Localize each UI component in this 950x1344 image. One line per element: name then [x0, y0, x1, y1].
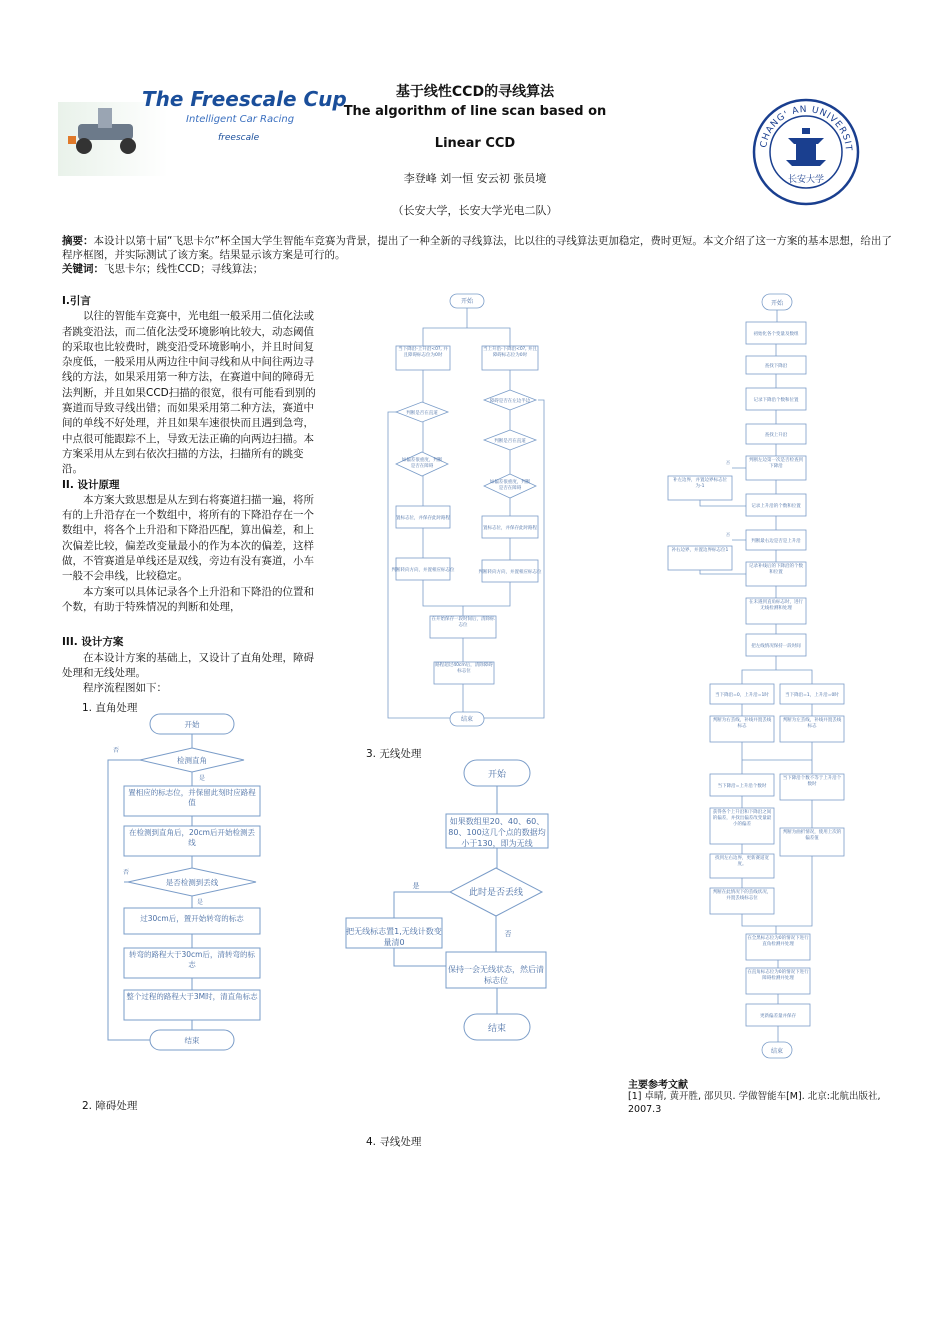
fc3-end: 结束: [487, 1024, 507, 1034]
svg-text:查找下降沿: 查找下降沿: [764, 364, 788, 369]
svg-text:置标志位，并保存此时路程: 置标志位，并保存此时路程: [483, 526, 537, 531]
svg-text:初始化各个变量及数组: 初始化各个变量及数组: [753, 332, 799, 337]
svg-text:判断转向方向，并置相应标志位: 判断转向方向，并置相应标志位: [391, 568, 455, 573]
svg-text:更新偏差量并保存: 更新偏差量并保存: [760, 1014, 796, 1019]
section-design-text-1: 在本设计方案的基础上，又设计了直角处理，障碍处理和无线处理。: [62, 651, 314, 679]
svg-text:是: 是: [412, 882, 420, 890]
abstract: 摘要：本设计以第十届“飞思卡尔”杯全国大学生智能车竞赛为背景，提出了一种全新的寻线算法，比以往的寻线算法更加稳定，费时更短。本文介绍了这一方案的基本思想，给出了程序框图，并实际测试了该方案。结果显示该方案是可行的。 关键词：飞思卡尔；线性CCD；寻线算法；: [62, 235, 892, 275]
fc1-step5: 整个过程的路程大于3M时，清直角标志: [126, 992, 258, 1001]
affiliation: （长安大学，长安大学光电二队）: [392, 204, 558, 217]
section-intro-text: 以往的智能车竞赛中，光电组一般采用二值化法或者跳变沿法，而二值化法受环境影响比较大，动态阈值的采取也比较费时，跳变沿受环境影响小，并且时间复杂度低，一般采用从两边往中间寻线和从中间往两边寻线的方法，如果采用第一种方法，在赛道中间的障碍无法判断，并且如果CCD扫描的很宽，很有可能看到别的赛道而导致寻线出错；而如果采用第二种方法，赛道中间的单线不好处理，并且如果车速很快而且遇到急弯，中点很可能跟踪不上，导致无法正确的向两边扫描。本方案采用从左到右依次扫描的方法，扫描所有的跳变沿。: [62, 310, 316, 476]
body-column: [62, 294, 324, 696]
freescale-cup-logo: [58, 84, 347, 178]
svg-text:否: 否: [112, 747, 120, 754]
svg-text:障碍是否在左边半边: 障碍是否在左边半边: [489, 399, 531, 404]
svg-text:置标志位，并保存此时路程: 置标志位，并保存此时路程: [396, 516, 450, 521]
svg-text:否: 否: [122, 869, 130, 876]
svg-text:开始: 开始: [770, 300, 784, 307]
section-principle-title: II. 设计原理: [62, 478, 120, 491]
fc1-step1: 置相应的标志位，并保留此刻时应路程值: [128, 788, 256, 807]
reference-1: [1] 卓晴, 黄开胜, 邵贝贝. 学做智能车[M]. 北京:北航出版社, 2007.3: [628, 1091, 881, 1115]
fc1-end: 结束: [184, 1036, 200, 1045]
authors: 李登峰 刘一恒 安云初 张员境: [403, 172, 547, 185]
fc3-decision: 此时是否丢线: [468, 888, 524, 898]
svg-text:记录上升沿的个数和位置: 记录上升沿的个数和位置: [751, 504, 801, 509]
svg-text:是: 是: [196, 899, 204, 906]
section-design-title: III. 设计方案: [62, 636, 124, 649]
references-title: 主要参考文献: [628, 1080, 688, 1091]
fc3-left: 把无线标志置1,无线计数变量清0: [346, 927, 442, 947]
svg-text:判断是否在直道: 判断是否在直道: [494, 439, 526, 444]
svg-text:当下降沿=0，上升沿=1时: 当下降沿=0，上升沿=1时: [715, 693, 769, 698]
pagoda-icon: [786, 128, 826, 166]
svg-text:结束: 结束: [460, 716, 474, 723]
section-intro-title: I.引言: [62, 295, 91, 307]
svg-text:判断是否在直道: 判断是否在直道: [406, 411, 438, 416]
flow-label-no-line: 3. 无线处理: [366, 748, 422, 760]
flowchart-obstacle: 开始 当下降沿-上升沿<0?, 并且障碍标志位为0时 当上升沿-下降沿<0?, 并且障碍标志位为0时 障碍是否在左边半边 判断是否在直道 判断是否在直道 如偏差很重度，判断是否在障碍 如偏差很重度，判断是否在障碍 置标志位，并保存此时路程 置标志位，并保存此时路程 判断转向方向，并置相应标志位 判断转向方向，并置相应标志位 在开始保存一段时间后，清除标志位 路程超过40cm后，清除障碍标志位 结束: [386, 288, 548, 734]
fc1-step3: 过30cm后，置开始转弯的标志: [140, 914, 244, 923]
svg-text:当下降沿=1，上升沿=0时: 当下降沿=1，上升沿=0时: [785, 693, 839, 698]
flowchart-right-angle: [104, 710, 274, 1056]
paper-title: 基于线性CCD的寻线算法 The algorithm of line scan based on Linear CCD: [343, 84, 607, 151]
svg-text:查找上升沿: 查找上升沿: [764, 433, 788, 438]
fc1-step4: 转弯的路程大于30cm后，清转弯的标志: [129, 950, 255, 969]
fc3-start: 开始: [487, 770, 507, 780]
svg-text:否: 否: [726, 460, 730, 465]
svg-text:否: 否: [726, 532, 730, 537]
flowchart-no-line: [342, 756, 552, 1048]
svg-text:Intelligent Car Racing: Intelligent Car Racing: [186, 114, 295, 125]
svg-text:The Freescale Cup: The Freescale Cup: [142, 87, 347, 111]
fc3-step1: 如果数组里20、40、60、80、100这几个点的数据均小于130，即为无线: [448, 817, 546, 848]
svg-text:否: 否: [504, 930, 512, 938]
svg-text:CHANG' AN UNIVERSITY: CHANG' AN UNIVERSIT: [759, 104, 854, 152]
fc1-step2: 在检测到直角后，20cm后开始检测丢线: [129, 828, 255, 847]
svg-text:记录下降沿个数和位置: 记录下降沿个数和位置: [753, 398, 799, 403]
flowchart-line-scan: 开始 初始化各个变量及数组 查找下降沿 记录下降沿个数和位置 查找上升沿 判断左边第一次是否检查到下降沿 补左边界，并置边界标志位为-1 否 记录上升沿的个数和位置 判断最右边是否是上升沿 补右边界，并置边界标志位1 否 记录补线后的下降沿的个数和位置 在未遇到直角标志时，进行无线检测和处理 把左线情况保持一段时间 当下降沿=0，上升沿=1时 当下降沿=1，上升沿=0时 判断为右丢线，补线并置丢线标志 判断为左丢线，补线并置丢线标志 当下降沿=上升沿个数时 当下降沿个数不等于上升沿个数时 获得各个上升沿和下降沿之间的偏差，并找出偏差改变量最小的偏差 判断为曲折情况，使用上次的偏差值 找到左右边界，更新赛道宽度。 判断在此情况下的丢线状况，并置丢线标志位 在全黑标志位为0的情况下进行直角检测并处理 在直角标志位为0的情况下进行障碍检测并处理 更新偏差量并保存 结束: [664, 290, 864, 1062]
svg-text:把左线情况保持一段时间: 把左线情况保持一段时间: [751, 644, 801, 649]
flow-label-line-scan: 4. 寻线处理: [366, 1136, 422, 1148]
flow-label-obstacle: 2. 障碍处理: [82, 1100, 138, 1112]
section-principle-text-1: 本方案大致思想是从左到右将赛道扫描一遍，将所有的上升沿存在一个数组中，将所有的下降沿存在一个数组中，将各个上升沿和下降沿匹配，算出偏差，和上次偏差比较，偏差改变量最小的作为本次的偏差，这样做，不管赛道是单线还是双线，旁边有没有赛道，小车一般不会串线，比较稳定。: [62, 493, 314, 583]
university-seal-logo: [752, 98, 860, 206]
svg-text:判断最右边是否是上升沿: 判断最右边是否是上升沿: [751, 539, 801, 544]
flow-label-right-angle: 1. 直角处理: [82, 702, 138, 714]
section-design-text-2: 程序流程图如下：: [83, 682, 167, 695]
svg-text:结束: 结束: [770, 1048, 784, 1055]
svg-text:长安大学: 长安大学: [787, 175, 825, 185]
svg-text:是: 是: [198, 775, 206, 782]
svg-text:freescale: freescale: [218, 133, 260, 143]
section-principle-text-2: 本方案可以具体记录各个上升沿和下降沿的位置和个数，有助于特殊情况的判断和处理，: [62, 585, 314, 613]
svg-text:开始: 开始: [460, 298, 474, 305]
fc1-start: 开始: [184, 720, 200, 729]
svg-text:当下降沿=上升沿个数时: 当下降沿=上升沿个数时: [717, 784, 767, 789]
fc1-decision2: 是否检测到丢线: [165, 878, 219, 887]
svg-text:判断转向方向，并置相应标志位: 判断转向方向，并置相应标志位: [478, 570, 542, 575]
fc3-right: 保持一会无线状态，然后清标志位: [448, 965, 544, 985]
fc1-detect: 检测直角: [177, 756, 207, 765]
